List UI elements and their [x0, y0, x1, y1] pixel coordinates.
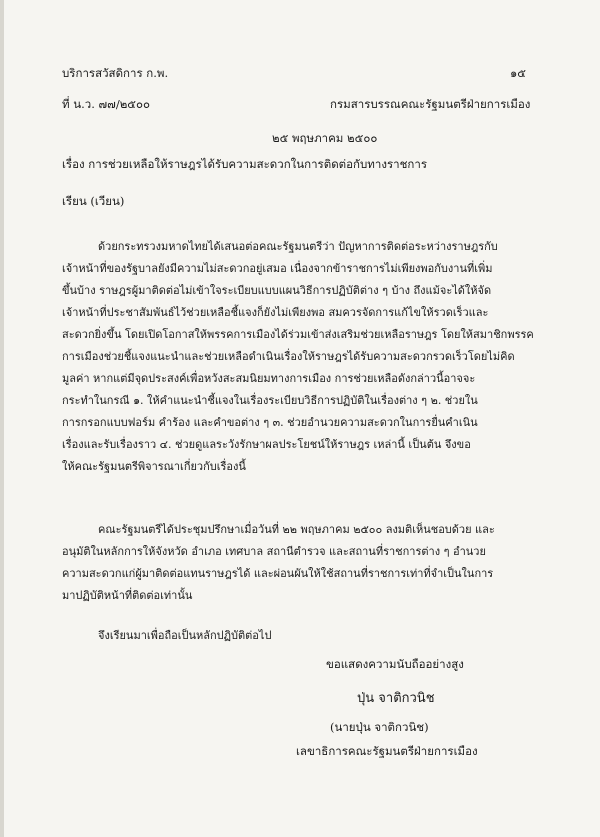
- paragraph-line: ความสะดวกแก่ผู้มาติดต่อแทนราษฎรได้ และผ่อนผันให้ใช้สถานที่ราชการเท่าที่จำเป็นในการ: [62, 567, 494, 580]
- paragraph-line: เจ้าหน้าที่ประชาสัมพันธ์ไว้ช่วยเหลือชี้แจงก็ยังไม่เพียงพอ สมควรจัดการแก้ไขให้รวดเร็วและ: [62, 306, 489, 319]
- signatory-title: เลขาธิการคณะรัฐมนตรีฝ่ายการเมือง: [296, 744, 478, 758]
- page-number: ๑๕: [510, 66, 527, 80]
- paragraph-line: การกรอกแบบฟอร์ม คำร้อง และคำขอต่าง ๆ ๓. ช่วยอำนวยความสะดวกในการยื่นคำเนิน: [62, 416, 478, 429]
- paragraph-line: สะดวกยิ่งขึ้น โดยเปิดโอกาสให้พรรคการเมืองได้ร่วมเข้าส่งเสริมช่วยเหลือราษฎร โดยให้สมาชิกพรรค: [62, 328, 534, 341]
- signatory-full-name: (นายปุ่น จาติกวนิช): [330, 720, 429, 734]
- paragraph-line: มาปฏิบัติหน้าที่ติดต่อเท่านั้น: [62, 589, 193, 602]
- paragraph-line: ขึ้นบ้าง ราษฎรผู้มาติดต่อไม่เข้าใจระเบียบแบบแผนวิธีการปฏิบัติต่าง ๆ บ้าง ถึงแม้จะได้ให้จัด: [62, 284, 492, 297]
- issuing-agency: กรมสารบรรณคณะรัฐมนตรีฝ่ายการเมือง: [330, 97, 531, 111]
- reference-number: ที่ น.ว. ๗๗/๒๕๐๐: [62, 97, 151, 111]
- scan-edge: [0, 0, 4, 837]
- paragraph-line: เรื่องและรับเรื่องราว ๔. ช่วยดูแลระวังรักษาผลประโยชน์ให้ราษฎร เหล่านี้ เป็นต้น จึงขอ: [62, 438, 471, 451]
- paragraph-line: ด้วยกระทรวงมหาดไทยได้เสนอต่อคณะรัฐมนตรีว่า ปัญหาการติดต่อระหว่างราษฎรกับ: [98, 240, 498, 253]
- paragraph-line: มูลค่า หากแต่มีจุดประสงค์เพื่อหวังสะสมนิยมทางการเมือง การช่วยเหลือดังกล่าวนี้อาจจะ: [62, 372, 476, 385]
- closing-phrase: ขอแสดงความนับถืออย่างสูง: [326, 657, 464, 671]
- paragraph-line: เจ้าหน้าที่ของรัฐบาลยังมีความไม่สะดวกอยู่เสมอ เนื่องจากข้าราชการไม่เพียงพอกับงานที่เพิ่ม: [62, 262, 493, 275]
- paragraph-line: การเมืองช่วยชี้แจงแนะนำและช่วยเหลือดำเนินเรื่องให้ราษฎรได้รับความสะดวกรวดเร็วโดยไม่คิด: [62, 350, 515, 363]
- paragraph-line: จึงเรียนมาเพื่อถือเป็นหลักปฏิบัติต่อไป: [98, 629, 272, 642]
- paragraph-line: คณะรัฐมนตรีได้ประชุมปรึกษาเมื่อวันที่ ๒๒ พฤษภาคม ๒๕๐๐ ลงมติเห็นชอบด้วย และ: [98, 523, 495, 536]
- salutation: เรียน (เวียน): [62, 194, 125, 208]
- origin-label: บริการสวัสดิการ ก.พ.: [62, 66, 169, 80]
- subject-line: เรื่อง การช่วยเหลือให้ราษฎรได้รับความสะดวกในการติดต่อกับทางราชการ: [62, 157, 427, 171]
- paragraph-line: กระทำในกรณี ๑. ให้คำแนะนำชี้แจงในเรื่องระเบียบวิธีการปฏิบัติในเรื่องต่าง ๆ ๒. ช่วยใน: [62, 394, 478, 407]
- document-date: ๒๕ พฤษภาคม ๒๕๐๐: [272, 131, 378, 145]
- paragraph-line: อนุมัติในหลักการให้จังหวัด อำเภอ เทศบาล สถานีตำรวจ และสถานที่ราชการต่าง ๆ อำนวย: [62, 545, 486, 558]
- paragraph-line: ให้คณะรัฐมนตรีพิจารณาเกี่ยวกับเรื่องนี้: [62, 460, 246, 473]
- signature: ปุ่น จาติกวนิช: [357, 691, 435, 706]
